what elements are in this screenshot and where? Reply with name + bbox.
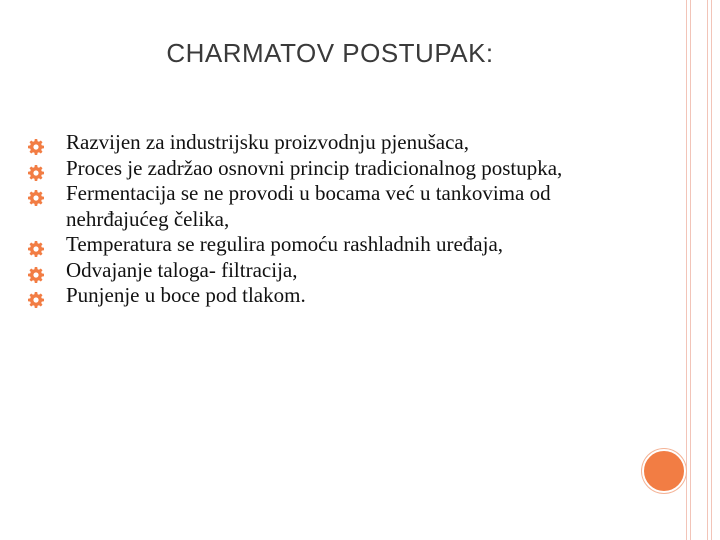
gear-icon: [28, 264, 44, 280]
bullet-item: [28, 156, 638, 182]
bullet-item: [28, 232, 638, 258]
decorative-circle: [642, 449, 686, 493]
bullet-text: Razvijen za industrijsku proizvodnju pjenušaca,: [66, 130, 469, 154]
gear-icon: [28, 238, 44, 254]
gear-icon: [28, 289, 44, 305]
decorative-border-line: [690, 0, 691, 540]
bullet-text: Proces je zadržao osnovni princip tradicionalnog postupka,: [66, 155, 563, 180]
decorative-border-line: [686, 0, 687, 540]
bullet-text: Punjenje u boce pod tlakom.: [66, 283, 306, 307]
slide-title: CHARMATOV POSTUPAK:: [166, 38, 494, 68]
bullet-text: Odvajanje taloga- filtracija,: [66, 257, 298, 282]
gear-icon: [28, 187, 44, 203]
decorative-border-line: [711, 0, 712, 540]
gear-icon: [28, 136, 44, 152]
bullet-text: Temperatura se regulira pomoću rashladnih uređaja,: [66, 232, 504, 256]
decorative-border-line: [707, 0, 708, 540]
bullet-item: [28, 130, 638, 156]
bullet-item: [28, 181, 638, 232]
bullet-item: [28, 258, 638, 284]
bullet-text: Fermentacija se ne provodi u bocama već u tankovima od nehrđajućeg čelika,: [66, 181, 551, 231]
bullet-list: [28, 130, 638, 309]
bullet-item: [28, 283, 638, 309]
gear-icon: [28, 162, 44, 178]
